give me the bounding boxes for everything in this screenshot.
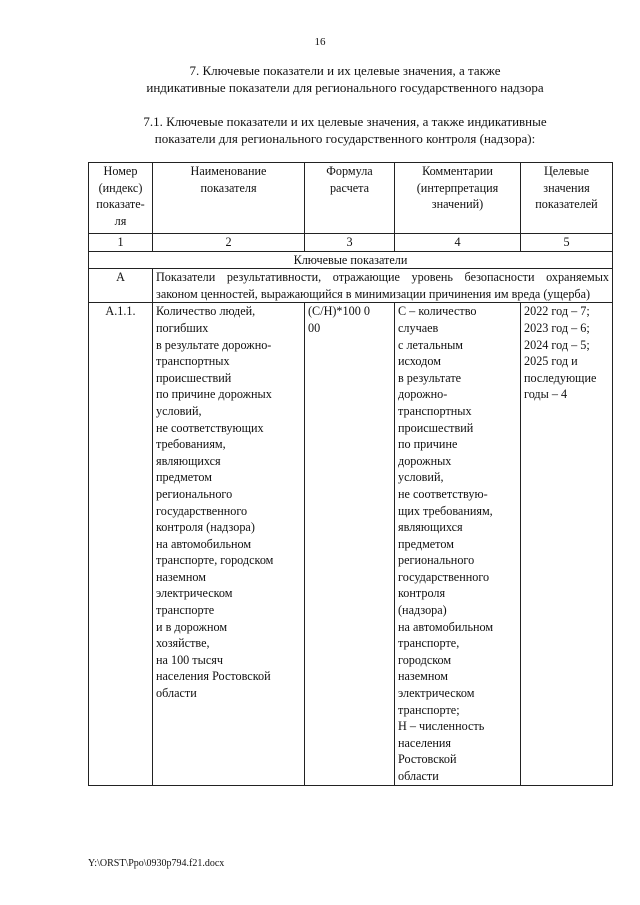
cell-line: 2023 год – 6;: [524, 320, 590, 335]
column-number-row: [89, 234, 613, 252]
cell-line: городском: [398, 652, 452, 667]
header-index: Номер (индекс) показате- ля: [89, 163, 153, 234]
cell-line: области: [156, 686, 197, 701]
cell-line: (надзора): [398, 603, 447, 618]
cell-line: Н – численность: [398, 719, 485, 734]
column-number: 4: [395, 234, 521, 252]
cell-line: С – количество: [398, 304, 477, 319]
column-number: 3: [305, 234, 395, 252]
cell-line: в результате дорожно-: [156, 337, 272, 352]
column-number: 1: [89, 234, 153, 252]
cell-line: 2024 год – 5;: [524, 337, 590, 352]
header-name: Наименование показателя: [153, 163, 305, 234]
subsection-heading: [90, 113, 600, 147]
cell-line: являющихся: [156, 453, 221, 468]
cell-line: государственного: [156, 503, 248, 518]
target-values: [521, 303, 613, 785]
cell-line: и в дорожном: [156, 619, 228, 634]
section-heading: [90, 62, 600, 96]
header-targets: Целевые значения показателей: [521, 163, 613, 234]
cell-line: электрическом: [156, 586, 233, 601]
cell-line: по причине дорожных: [156, 387, 272, 402]
cell-line: хозяйстве,: [156, 636, 210, 651]
cell-line: происшествий: [156, 370, 232, 385]
cell-line: годы – 4: [524, 387, 568, 402]
group-index: А: [89, 269, 153, 303]
cell-line: 2022 год – 7;: [524, 304, 590, 319]
cell-line: электрическом: [398, 686, 475, 701]
section-title: Ключевые показатели: [89, 251, 613, 269]
cell-line: условий,: [156, 403, 202, 418]
section-row: [89, 251, 613, 269]
cell-line: регионального: [156, 486, 233, 501]
cell-line: Количество людей,: [156, 304, 256, 319]
cell-line: последующие: [524, 370, 597, 385]
cell-line: в результате: [398, 370, 462, 385]
cell-line: транспорте;: [398, 702, 460, 717]
formula: [305, 303, 395, 785]
cell-line: условий,: [398, 470, 444, 485]
cell-line: на 100 тысяч: [156, 652, 223, 667]
heading-line: индикативные показатели для регионального государственного надзора: [146, 80, 544, 95]
header-comments: Комментарии (интерпретация значений): [395, 163, 521, 234]
cell-line: погибших: [156, 320, 209, 335]
cell-line: щих требованиям,: [398, 503, 493, 518]
cell-line: предметом: [398, 536, 454, 551]
column-number: 2: [153, 234, 305, 252]
cell-line: по причине: [398, 437, 458, 452]
cell-line: не соответствую-: [398, 486, 488, 501]
cell-line: 2025 год и: [524, 354, 578, 369]
cell-line: транспортных: [398, 403, 472, 418]
cell-line: с летальным: [398, 337, 464, 352]
cell-line: транспорте, городском: [156, 553, 274, 568]
cell-line: дорожных: [398, 453, 452, 468]
cell-line: государственного: [398, 569, 490, 584]
cell-line: транспортных: [156, 354, 230, 369]
heading-line: 7.1. Ключевые показатели и их целевые значения, а также индикативные: [143, 114, 547, 129]
page-number: 16: [314, 36, 326, 48]
cell-line: области: [398, 769, 439, 783]
cell-line: 00: [308, 320, 321, 335]
cell-line: транспорте: [156, 603, 215, 618]
cell-line: наземном: [156, 569, 206, 584]
cell-line: на автомобильном: [398, 619, 494, 634]
cell-line: (С/Н)*100 0: [308, 304, 370, 319]
cell-line: контроля: [398, 586, 446, 601]
table-row: [89, 303, 613, 785]
cell-line: Ростовской: [398, 752, 457, 767]
file-path-footer: Y:\ORST\Ppo\0930p794.f21.docx: [88, 858, 225, 869]
cell-line: требованиям,: [156, 437, 226, 452]
comments: [395, 303, 521, 785]
cell-line: не соответствующих: [156, 420, 264, 435]
heading-line: 7. Ключевые показатели и их целевые значения, а также: [189, 63, 501, 78]
cell-line: регионального: [398, 553, 475, 568]
cell-line: транспорте,: [398, 636, 460, 651]
cell-line: исходом: [398, 354, 441, 369]
group-text: Показатели результативности, отражающие уровень безопасности охраняемых законом ценностей, выражающийся в минимизации причинения им вреда (ущерба): [153, 269, 613, 303]
cell-line: случаев: [398, 320, 439, 335]
cell-line: происшествий: [398, 420, 474, 435]
indicator-name: [153, 303, 305, 785]
column-number: 5: [521, 234, 613, 252]
cell-line: предметом: [156, 470, 212, 485]
cell-line: дорожно-: [398, 387, 448, 402]
cell-line: контроля (надзора): [156, 520, 255, 535]
heading-line: показатели для регионального государственного контроля (надзора):: [154, 131, 536, 146]
row-index: А.1.1.: [89, 303, 153, 785]
table-header-row: [89, 163, 613, 234]
cell-line: населения Ростовской: [156, 669, 271, 684]
cell-line: населения: [398, 735, 452, 750]
cell-line: являющихся: [398, 520, 463, 535]
cell-line: наземном: [398, 669, 448, 684]
cell-line: на автомобильном: [156, 536, 252, 551]
group-row: [89, 269, 613, 303]
indicators-table: [88, 162, 613, 786]
header-formula: Формула расчета: [305, 163, 395, 234]
